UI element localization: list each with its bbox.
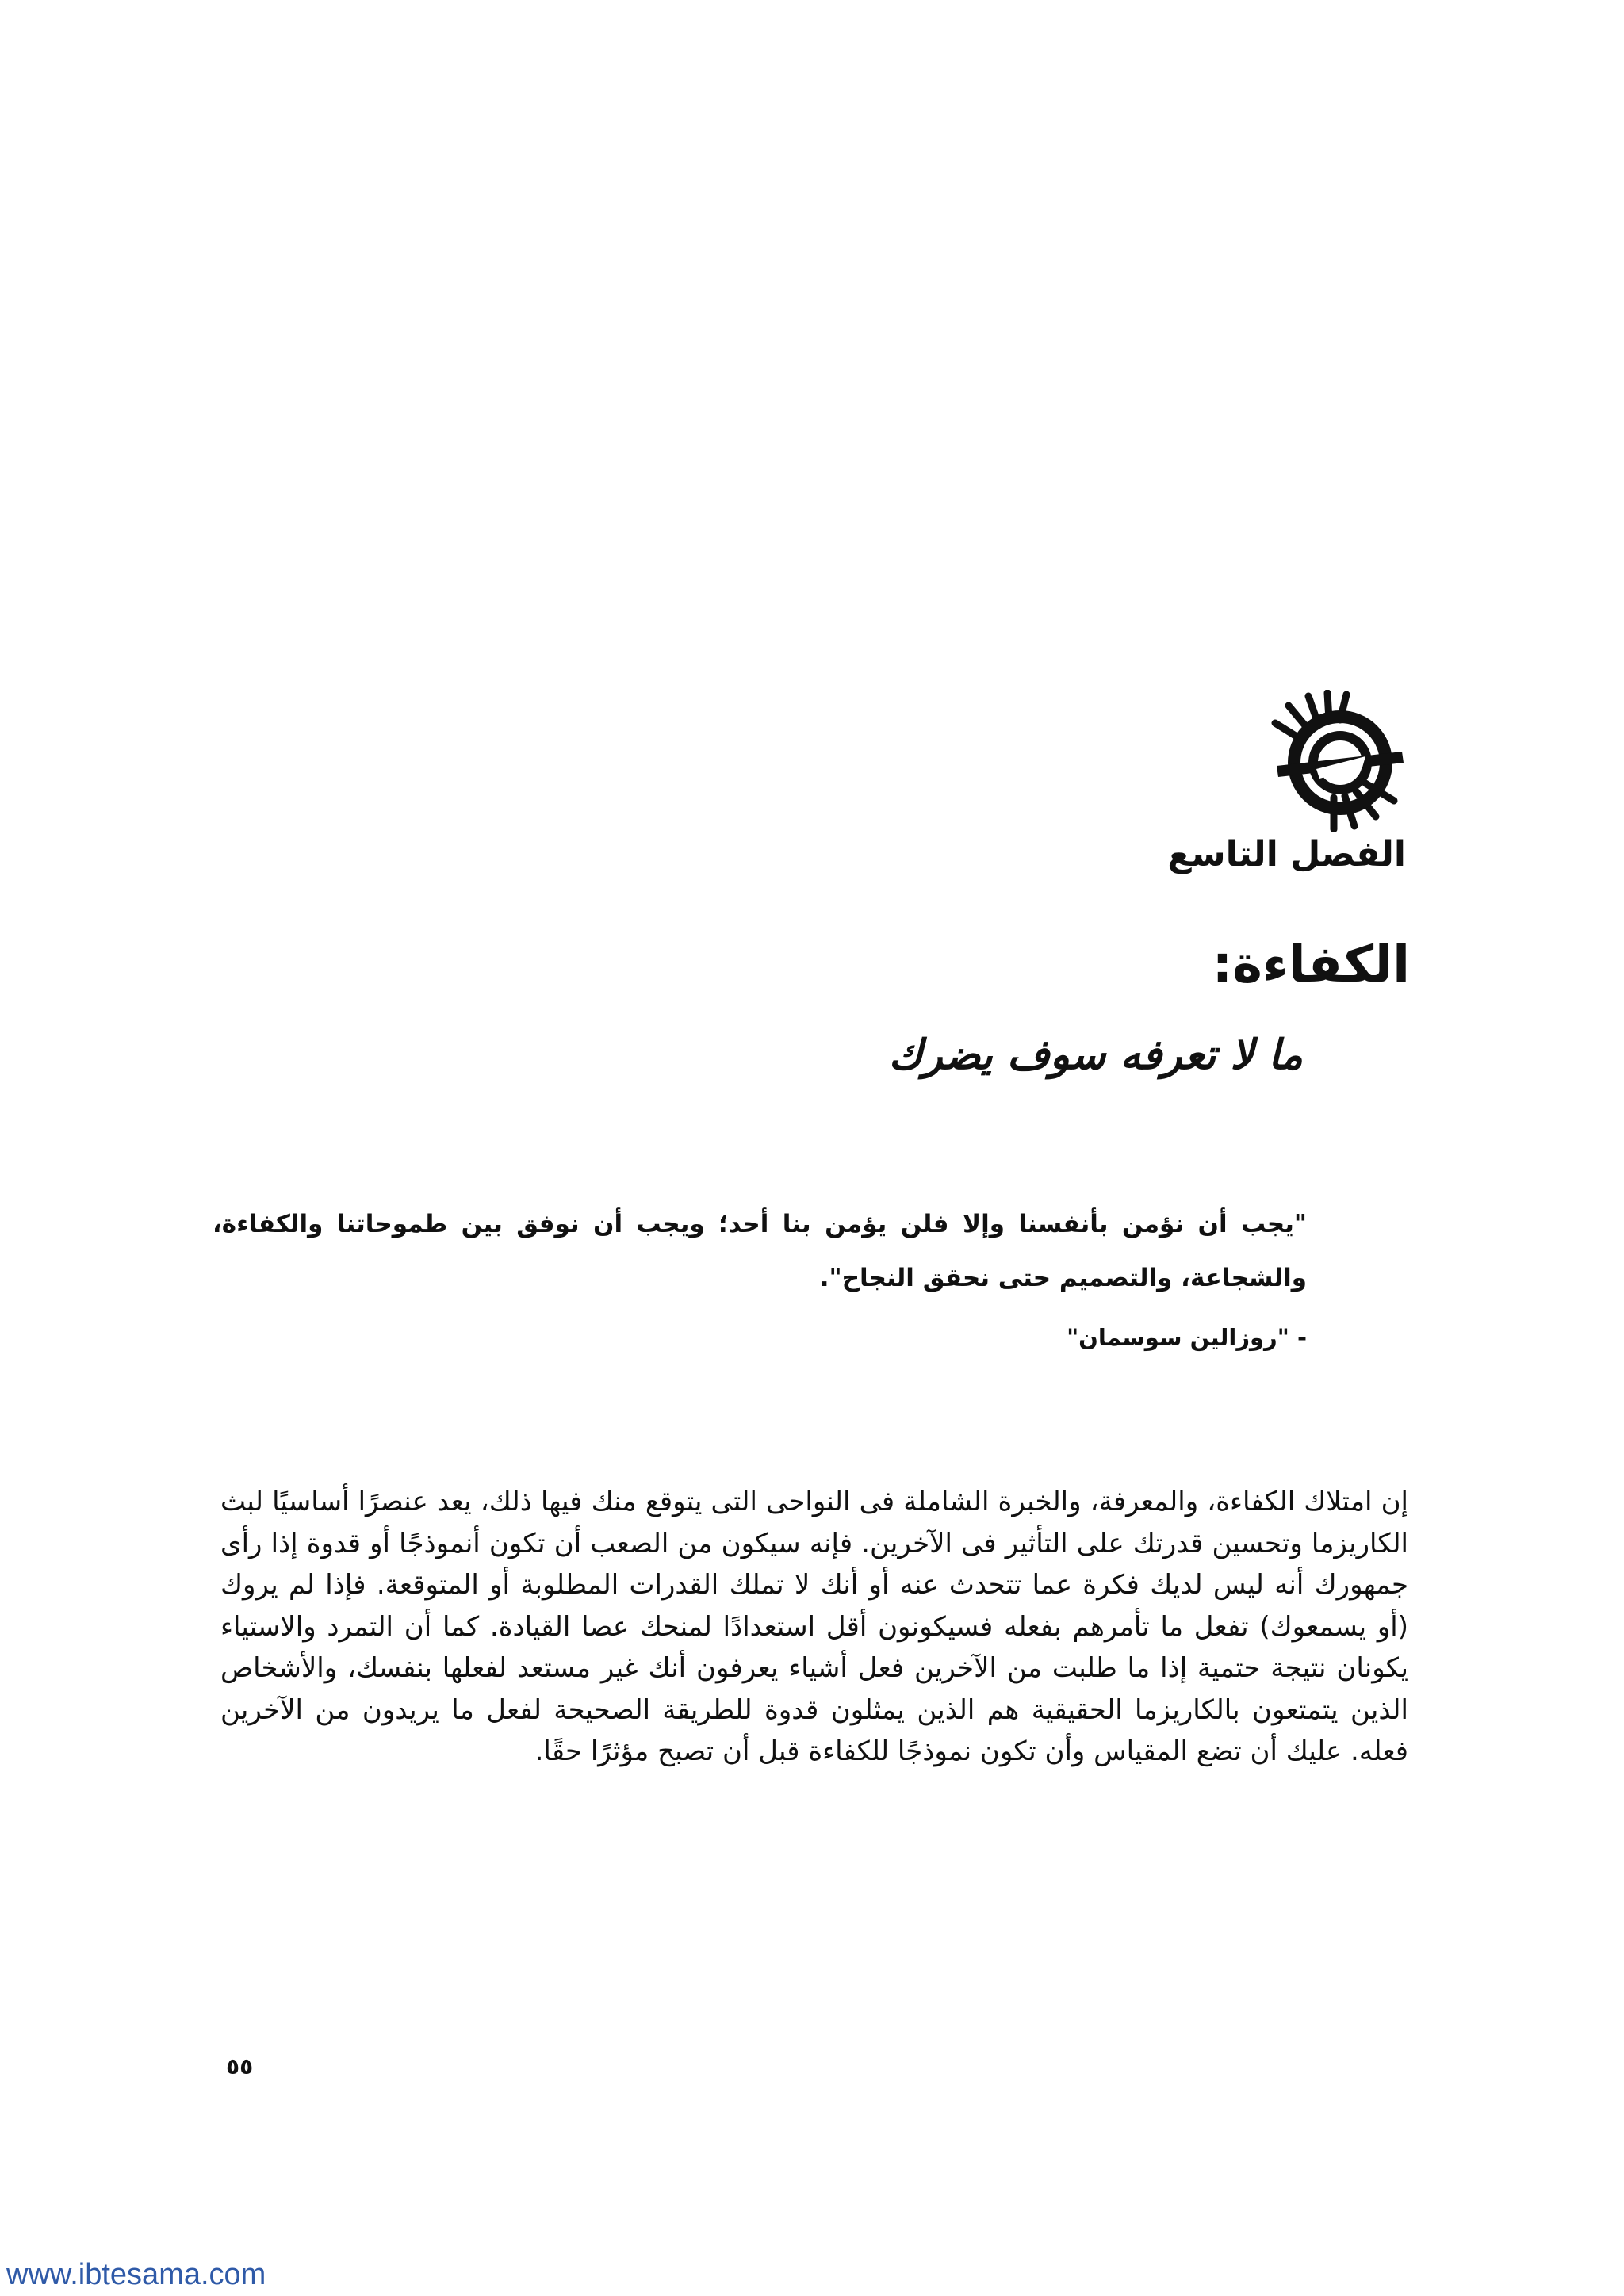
body-paragraph: إن امتلاك الكفاءة، والمعرفة، والخبرة الشاملة فى النواحى التى يتوقع منك فيها ذلك، يعد عنصرًا أساسيًا لبث الكاريزما وتحسين قدرتك على التأثير فى الآخرين. فإنه سيكون من الصعب أن تكون أنموذجًا أو قدوة إذا رأى جمهورك أنه ليس لديك فكرة عما تتحدث عنه أو أنك لا تملك القدرات المطلوبة أو المتوقعة. فإذا لم يروك (أو يسمعوك) تفعل ما تأمرهم بفعله فسيكونون أقل استعدادًا لمنحك عصا القيادة. كما أن التمرد والاستياء يكونان نتيجة حتمية إذا ما طلبت من الآخرين فعل أشياء يعرفون أنك غير مستعد لفعلها بنفسك، والأشخاص الذين يتمتعون بالكاريزما الحقيقية هم الذين يمثلون قدوة للطريقة الصحيحة لفعل ما يريدون من الآخرين فعله. عليك أن تضع المقياس وأن تكون نموذجًا للكفاءة قبل أن تصبح مؤثرًا حقًا.	[220, 1486, 1408, 1767]
epigraph-author: - "روزالين سوسمان"	[1067, 1324, 1307, 1351]
epigraph-quote: "يجب أن نؤمن بأنفسنا وإلا فلن يؤمن بنا أحد؛ ويجب أن نوفق بين طموحاتنا والكفاءة، والشجاعة، والتصميم حتى نحقق النجاح".	[213, 1210, 1307, 1292]
watermark-link[interactable]: www.ibtesama.com	[6, 2258, 266, 2291]
chapter-emblem-icon	[1261, 690, 1419, 832]
page-number: ٥٥	[226, 2053, 254, 2080]
chapter-title: الكفاءة:	[1212, 936, 1410, 994]
chapter-label: الفصل التاسع	[1167, 834, 1406, 874]
chapter-subtitle: ما لا تعرفه سوف يضرك	[888, 1031, 1303, 1079]
